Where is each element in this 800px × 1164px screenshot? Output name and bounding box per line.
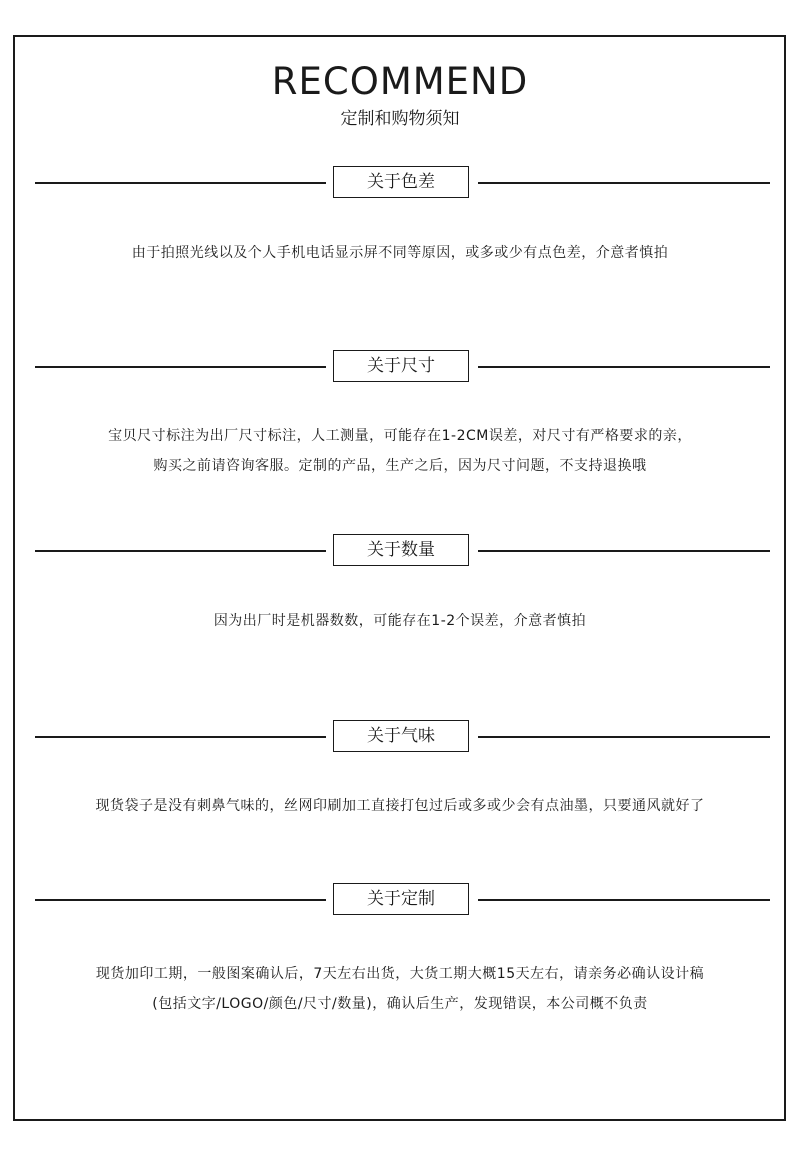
section-label: 关于色差 — [333, 166, 469, 198]
section-text-custom — [20, 959, 780, 1019]
text-line: 现货袋子是没有刺鼻气味的，丝网印刷加工直接打包过后或多或少会有点油墨，只要通风就好了 — [95, 798, 705, 814]
section-text-quantity — [20, 606, 780, 636]
section-label: 关于数量 — [333, 534, 469, 566]
section-label: 关于气味 — [333, 720, 469, 752]
section-text-size — [20, 421, 780, 481]
text-line: 宝贝尺寸标注为出厂尺寸标注，人工测量，可能存在1-2CM误差，对尺寸有严格要求的亲， — [108, 428, 692, 444]
text-line: 现货加印工期，一般图案确认后，7天左右出货，大货工期大概15天左右，请亲务必确认设计稿 — [95, 966, 705, 982]
divider-right — [478, 899, 770, 901]
section-heading-smell — [0, 720, 800, 754]
divider-right — [478, 182, 770, 184]
divider-left — [35, 899, 326, 901]
divider-right — [478, 736, 770, 738]
page-title: RECOMMEND — [271, 60, 529, 103]
divider-left — [35, 366, 326, 368]
text-line: 由于拍照光线以及个人手机电话显示屏不同等原因，或多或少有点色差，介意者慎拍 — [131, 245, 669, 261]
text-line: (包括文字/LOGO/颜色/尺寸/数量)，确认后生产，发现错误，本公司概不负责 — [152, 996, 648, 1012]
section-heading-quantity — [0, 534, 800, 568]
divider-left — [35, 550, 326, 552]
section-label: 关于定制 — [333, 883, 469, 915]
section-heading-color — [0, 166, 800, 200]
section-label: 关于尺寸 — [333, 350, 469, 382]
divider-right — [478, 366, 770, 368]
divider-left — [35, 182, 326, 184]
divider-left — [35, 736, 326, 738]
text-line: 购买之前请咨询客服。定制的产品，生产之后，因为尺寸问题，不支持退换哦 — [153, 458, 647, 474]
section-heading-size — [0, 350, 800, 384]
page-subtitle: 定制和购物须知 — [340, 109, 460, 129]
section-text-smell — [20, 791, 780, 821]
text-line: 因为出厂时是机器数数，可能存在1-2个误差，介意者慎拍 — [213, 613, 587, 629]
section-heading-custom — [0, 883, 800, 917]
divider-right — [478, 550, 770, 552]
section-text-color — [20, 238, 780, 268]
